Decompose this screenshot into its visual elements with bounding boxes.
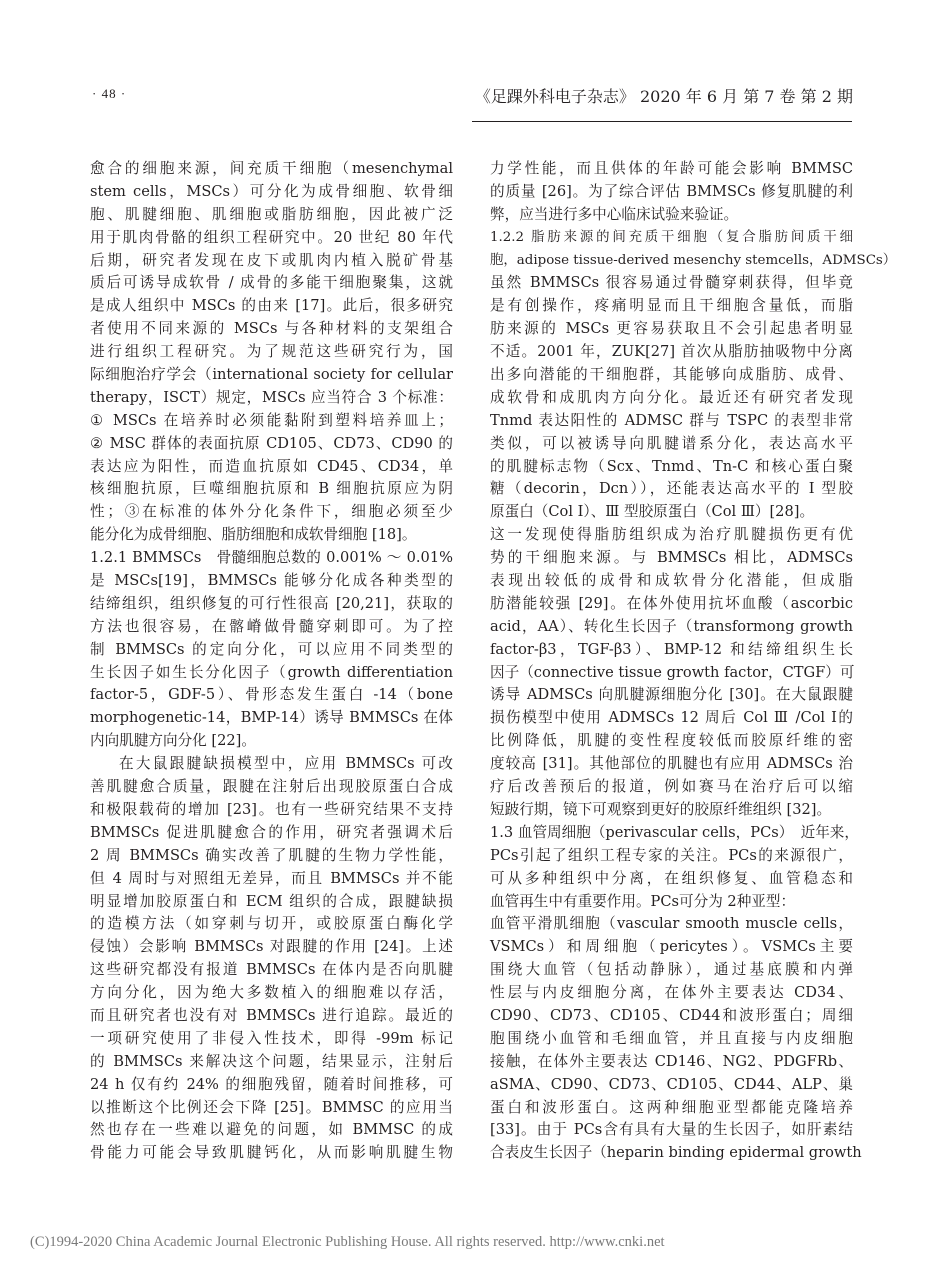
text-line: 短跛行期，镜下可观察到更好的胶原纤维组织 [32]。 xyxy=(490,800,832,818)
text-line: 然也存在一些难以避免的问题，如 BMMSC 的成 xyxy=(90,1121,453,1139)
text-line: 血管再生中有重要作用。PCs可分为 2种亚型： xyxy=(490,892,796,910)
text-line: 1.2.1 BMMSCs 骨髓细胞总数的 0.001% ～ 0.01% xyxy=(90,549,453,567)
text-line: 出多向潜能的干细胞群，其能够向成脂肪、成骨、 xyxy=(490,366,853,384)
text-line: CD90、CD73、CD105、CD44和波形蛋白；周细 xyxy=(490,1006,853,1024)
right-text-column xyxy=(490,158,897,1165)
text-line: 明显增加胶原蛋白和 ECM 组织的合成，跟腱缺损 xyxy=(90,892,453,910)
text-line: 2 周 BMMSCs 确实改善了肌腱的生物力学性能， xyxy=(90,846,453,864)
text-line: 内向肌腱方向分化 [22]。 xyxy=(90,732,256,750)
text-line: 胞围绕小血管和毛细血管，并且直接与内皮细胞 xyxy=(490,1029,853,1047)
copyright-notice: (C)1994-2020 China Academic Journal Electronic Publishing House. All rights reserved. http://www.cnki.net xyxy=(30,1234,665,1250)
text-line: 因子（connective tissue growth factor，CTGF）可 xyxy=(490,663,855,681)
text-line: 而且研究者也没有对 BMMSCs 进行追踪。最近的 xyxy=(90,1006,453,1024)
text-line: 成软骨和成肌肉方向分化。最近还有研究者发现 xyxy=(490,388,853,406)
text-line: 方向分化，因为绝大多数植入的细胞难以存活， xyxy=(90,984,453,1002)
text-line: 疗后改善预后的报道，例如赛马在治疗后可以缩 xyxy=(490,778,853,796)
text-line: ① MSCs 在培养时必须能黏附到塑料培养皿上； xyxy=(90,411,453,429)
text-line: ② MSC 群体的表面抗原 CD105、CD73、CD90 的 xyxy=(90,434,453,452)
text-line: 核细胞抗原，巨噬细胞抗原和 B 细胞抗原应为阴 xyxy=(90,480,453,498)
text-line: 质后可诱导成软骨 / 成骨的多能干细胞聚集，这就 xyxy=(90,274,453,292)
text-line: therapy，ISCT）规定，MSCs 应当符合 3 个标准： xyxy=(90,388,453,406)
text-line: 的造模方法（如穿刺与切开，或胶原蛋白酶化学 xyxy=(90,915,453,933)
text-line: 后期，研究者发现在皮下或肌肉内植入脱矿骨基 xyxy=(90,251,453,269)
text-line: 围绕大血管（包括动静脉），通过基底膜和内弹 xyxy=(490,961,853,979)
text-line: 接触，在体外主要表达 CD146、NG2、PDGFRb、 xyxy=(490,1052,853,1070)
text-line: 者使用不同来源的 MSCs 与各种材料的支架组合 xyxy=(90,320,453,338)
text-line: 肪来源的 MSCs 更容易获取且不会引起患者明显 xyxy=(490,320,853,338)
text-line: 善肌腱愈合质量，跟腱在注射后出现胶原蛋白合成 xyxy=(90,778,453,796)
text-line: 是有创操作，疼痛明显而且干细胞含量低，而脂 xyxy=(490,297,853,315)
text-line: 的质量 [26]。为了综合评估 BMMSCs 修复肌腱的利 xyxy=(490,182,853,200)
text-line: factor-β3，TGF-β3）、BMP-12 和结缔组织生长 xyxy=(490,640,853,658)
text-line: 侵蚀）会影响 BMMSCs 对跟腱的作用 [24]。上述 xyxy=(90,938,453,956)
text-line: 损伤模型中使用 ADMSCs 12 周后 Col Ⅲ /Col Ⅰ的 xyxy=(490,709,853,727)
text-line: 不适。2001 年，ZUK[27] 首次从脂肪抽吸物中分离 xyxy=(490,343,853,361)
text-line: 能分化为成骨细胞、脂肪细胞和成软骨细胞 [18]。 xyxy=(90,526,417,544)
text-line: PCs引起了组织工程专家的关注。PCs的来源很广， xyxy=(490,846,853,864)
text-line: [33]。由于 PCs含有具有大量的生长因子，如肝素结 xyxy=(490,1121,853,1139)
text-line: 结缔组织，组织修复的可行性很高 [20,21]，获取的 xyxy=(90,594,453,612)
text-line: 是 MSCs[19]，BMMSCs 能够分化成各种类型的 xyxy=(90,572,453,590)
text-line: 方法也很容易，在髂嵴做骨髓穿刺即可。为了控 xyxy=(90,617,453,635)
running-header: 《足踝外科电子杂志》 2020 年 6 月 第 7 卷 第 2 期 xyxy=(474,87,853,106)
text-line: 胞，adipose tissue-derived mesenchy stemcells，ADMSCs） xyxy=(490,252,897,268)
text-line: 愈合的细胞来源，间充质干细胞（mesenchymal xyxy=(90,160,453,177)
text-line: Tnmd 表达阳性的 ADMSC 群与 TSPC 的表型非常 xyxy=(490,411,853,429)
text-line: factor-5，GDF-5）、骨形态发生蛋白 -14（bone xyxy=(90,686,453,704)
text-line: 进行组织工程研究。为了规范这些研究行为，国 xyxy=(90,343,453,361)
text-line: 生长因子如生长分化因子（growth differentiation xyxy=(90,663,453,681)
text-line: 这些研究都没有报道 BMMSCs 在体内是否向肌腱 xyxy=(90,961,453,979)
text-line: 表现出较低的成骨和成软骨分化潜能，但成脂 xyxy=(490,572,853,590)
text-line: aSMA、CD90、CD73、CD105、CD44、ALP、巢 xyxy=(490,1075,853,1093)
text-line: 24 h 仅有约 24% 的细胞残留，随着时间推移，可 xyxy=(90,1075,453,1093)
text-line: 的肌腱标志物（Scx、Tnmd、Tn-C 和核心蛋白聚 xyxy=(490,457,853,475)
text-line: acid，AA）、转化生长因子（transformong growth xyxy=(490,617,853,635)
header-rule xyxy=(472,121,852,122)
text-line: 以推断这个比例还会下降 [25]。BMMSC 的应用当 xyxy=(90,1098,453,1116)
text-line: 和极限载荷的增加 [23]。也有一些研究结果不支持 xyxy=(90,800,453,818)
text-line: 弊，应当进行多中心临床试验来验证。 xyxy=(490,205,739,223)
text-line: 肪潜能较强 [29]。在体外使用抗坏血酸（ascorbic xyxy=(490,594,853,612)
text-line: 1.2.2 脂肪来源的间充质干细胞（复合脂肪间质干细 xyxy=(490,229,853,245)
left-text-column xyxy=(90,158,453,1165)
text-line: 可从多种组织中分离，在组织修复、血管稳态和 xyxy=(490,869,853,887)
text-line: 在大鼠跟腱缺损模型中，应用 BMMSCs 可改 xyxy=(119,755,453,773)
text-line: 虽然 BMMSCs 很容易通过骨髓穿刺获得，但毕竟 xyxy=(490,274,853,292)
text-line: 蛋白和波形蛋白。这两种细胞亚型都能克隆培养 xyxy=(490,1098,853,1116)
text-line: 用于肌肉骨骼的组织工程研究中。20 世纪 80 年代 xyxy=(90,228,453,246)
text-line: 血管平滑肌细胞（vascular smooth muscle cells， xyxy=(490,915,853,933)
text-line: 力学性能，而且供体的年龄可能会影响 BMMSC xyxy=(490,160,853,177)
page-number: · 48 · xyxy=(92,86,127,101)
text-line: 合表皮生长因子（heparin binding epidermal growth xyxy=(490,1144,862,1162)
text-line: stem cells，MSCs）可分化为成骨细胞、软骨细 xyxy=(90,182,453,200)
text-line: 诱导 ADMSCs 向肌腱源细胞分化 [30]。在大鼠跟腱 xyxy=(490,686,853,704)
text-line: 一项研究使用了非侵入性技术，即得 -99m 标记 xyxy=(90,1029,453,1047)
text-line: 糖（decorin，Dcn）），还能表达高水平的 I 型胶 xyxy=(490,480,853,498)
text-line: 原蛋白（Col Ⅰ）、Ⅲ 型胶原蛋白（Col Ⅲ）[28]。 xyxy=(490,503,815,521)
text-line: 这一发现使得脂肪组织成为治疗肌腱损伤更有优 xyxy=(490,526,853,544)
text-line: 骨能力可能会导致肌腱钙化，从而影响肌腱生物 xyxy=(90,1144,453,1162)
text-line: 比例降低，肌腱的变性程度较低而胶原纤维的密 xyxy=(490,732,853,750)
text-line: 性层与内皮细胞分离，在体外主要表达 CD34、 xyxy=(490,984,853,1002)
text-line: 胞、肌腱细胞、肌细胞或脂肪细胞，因此被广泛 xyxy=(90,205,453,223)
text-line: 际细胞治疗学会（international society for cellular xyxy=(90,366,453,384)
text-line: VSMCs）和周细胞（pericytes）。VSMCs主要 xyxy=(490,938,853,956)
text-line: 制 BMMSCs 的定向分化，可以应用不同类型的 xyxy=(90,640,453,658)
text-line: 1.3 血管周细胞（perivascular cells，PCs） 近年来， xyxy=(490,823,859,841)
text-line: 是成人组织中 MSCs 的由来 [17]。此后，很多研究 xyxy=(90,297,453,315)
text-line: BMMSCs 促进肌腱愈合的作用，研究者强调术后 xyxy=(90,823,453,841)
text-line: 性；③在标准的体外分化条件下，细胞必须至少 xyxy=(90,503,453,521)
text-line: 但 4 周时与对照组无差异，而且 BMMSCs 并不能 xyxy=(90,869,453,887)
text-line: 的 BMMSCs 来解决这个问题，结果显示，注射后 xyxy=(90,1052,453,1070)
text-line: 度较高 [31]。其他部位的肌腱也有应用 ADMSCs 治 xyxy=(490,755,853,773)
text-line: 表达应为阳性，而造血抗原如 CD45、CD34，单 xyxy=(90,457,453,475)
text-line: morphogenetic-14，BMP-14）诱导 BMMSCs 在体 xyxy=(90,709,453,727)
text-line: 势的干细胞来源。与 BMMSCs 相比，ADMSCs xyxy=(490,549,853,567)
text-line: 类似，可以被诱导向肌腱谱系分化，表达高水平 xyxy=(490,434,853,452)
